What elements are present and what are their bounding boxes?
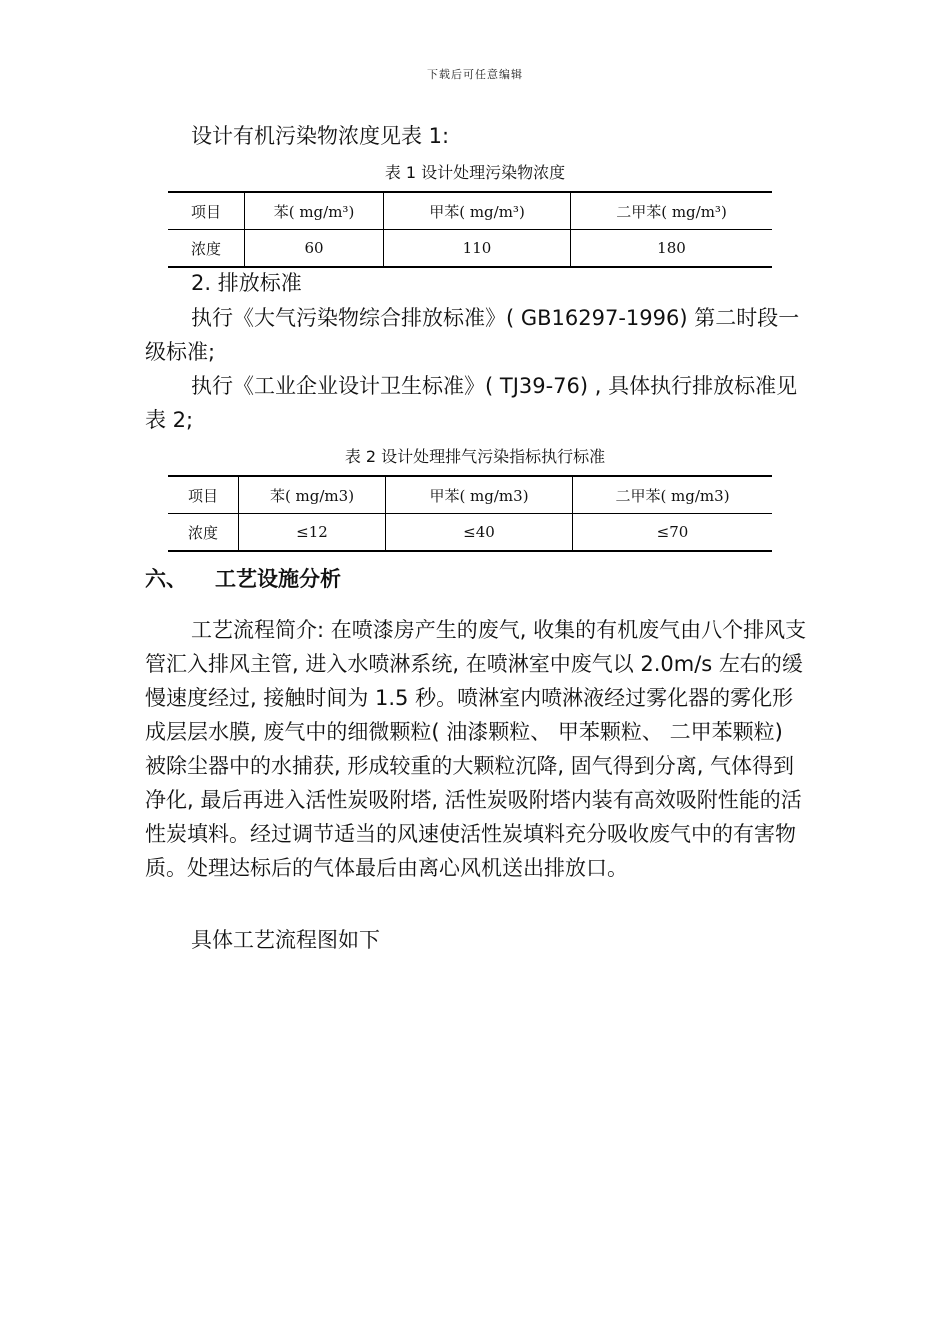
table2-cell-benzene: ≤12 xyxy=(239,514,386,552)
intro-line: 设计有机污染物浓度见表 1: xyxy=(191,124,450,148)
section6-title: 工艺设施分析 xyxy=(215,567,341,591)
table1-cell-benzene: 60 xyxy=(245,230,384,268)
section2-title: 2. 排放标准 xyxy=(191,271,302,295)
standard-para-1: 执行《大气污染物综合排放标准》( GB16297-1996) 第二时段一级标准; xyxy=(145,306,800,364)
table2-cell-toluene: ≤40 xyxy=(386,514,573,552)
page-header: 下载后可任意编辑 xyxy=(427,68,523,81)
table1-caption: 表 1 设计处理污染物浓度 xyxy=(384,163,566,182)
table2-cell-xylene: ≤70 xyxy=(573,514,773,552)
table1-header-toluene: 甲苯( mg/m³) xyxy=(384,192,571,230)
table1-cell-toluene: 110 xyxy=(384,230,571,268)
table1-header-item: 项目 xyxy=(168,192,245,230)
table2-header-xylene: 二甲苯( mg/m3) xyxy=(573,476,773,514)
table1-row xyxy=(168,230,772,268)
table1-header-xylene: 二甲苯( mg/m³) xyxy=(571,192,773,230)
table2-cell-label: 浓度 xyxy=(187,523,218,542)
section6-heading xyxy=(145,563,341,593)
table2-row xyxy=(168,514,772,552)
table2-caption: 表 2 设计处理排气污染指标执行标准 xyxy=(344,447,606,466)
table2-header-item: 项目 xyxy=(168,476,239,514)
table1 xyxy=(168,191,772,268)
section6-number: 六、 xyxy=(145,567,187,591)
flow-chart-line: 具体工艺流程图如下 xyxy=(191,928,380,952)
table2 xyxy=(168,475,772,552)
table1-header-benzene: 苯( mg/m³) xyxy=(245,192,384,230)
process-paragraph: 工艺流程简介: 在喷漆房产生的废气, 收集的有机废气由八个排风支管汇入排风主管, 进入水喷淋系统, 在喷淋室中废气以 2.0m/s 左右的缓慢速度经过, 接触时间为 1.5 秒。喷淋室内喷淋液经过雾化器的雾化形成层层水膜, 废气中的细微颗粒( 油漆颗粒、 甲苯颗粒、 二甲苯颗粒) 被除尘器中的水捕获, 形成较重的大颗粒沉降, 固气得到分离, 气体得到净化, 最后再进入活性炭吸附塔, 活性炭吸附塔内装有高效吸附性能的活性炭填料。经过调节适当的风速使活性炭填料充分吸收废气中的有害物质。处理达标后的气体最后由离心风机送出排放口。 xyxy=(145,618,807,880)
standard-para-2: 执行《工业企业设计卫生标准》( TJ39-76) , 具体执行排放标准见表 2; xyxy=(145,374,798,432)
table1-header-row xyxy=(168,192,772,230)
table2-header-benzene: 苯( mg/m3) xyxy=(239,476,386,514)
table1-cell-xylene: 180 xyxy=(571,230,773,268)
table1-cell-label: 浓度 xyxy=(190,239,221,258)
table2-header-toluene: 甲苯( mg/m3) xyxy=(386,476,573,514)
table2-header-row xyxy=(168,476,772,514)
